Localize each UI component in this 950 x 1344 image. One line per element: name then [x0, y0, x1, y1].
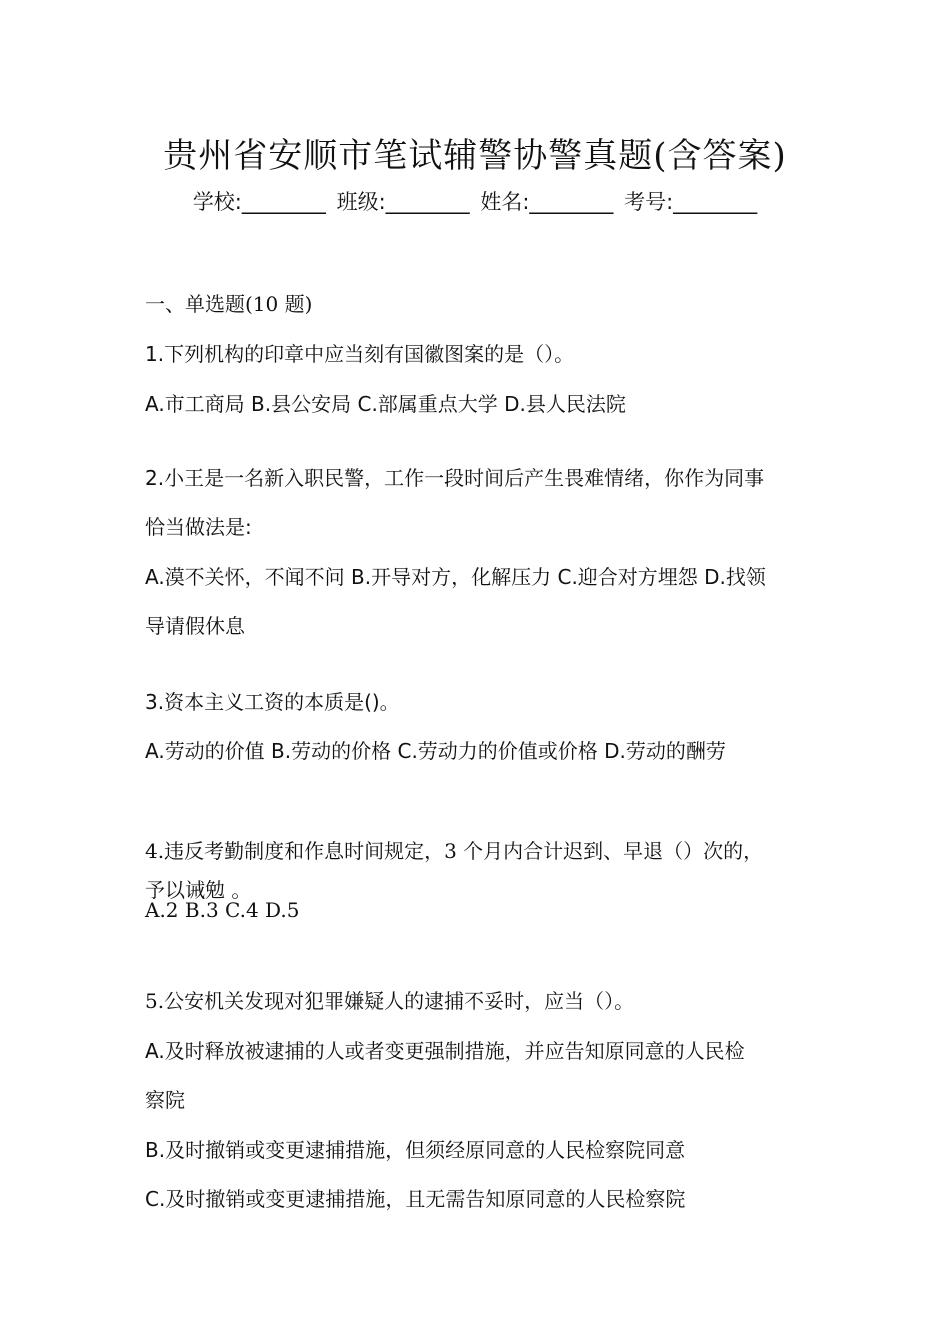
name-field: 姓名:________	[480, 190, 614, 214]
question-4-text: 4.违反考勤制度和作息时间规定，3 个月内合计迟到、早退（）次的，	[145, 839, 764, 863]
question-1-text: 1.下列机构的印章中应当刻有国徽图案的是（）。	[145, 342, 575, 366]
exam-number-field: 考号:________	[624, 190, 758, 214]
question-4-options: A.2 B.3 C.4 D.5	[145, 898, 300, 922]
student-info-line	[0, 186, 950, 216]
question-2-text: 2.小王是一名新入职民警，工作一段时间后产生畏难情绪，你作为同事	[145, 466, 765, 490]
question-1-options: A.市工商局 B.县公安局 C.部属重点大学 D.县人民法院	[145, 392, 626, 416]
document-title: 贵州省安顺市笔试辅警协警真题(含答案)	[163, 136, 787, 176]
school-field: 学校:________	[192, 190, 326, 214]
section-heading: 一、单选题(10 题)	[145, 292, 313, 316]
question-2-text-continued: 恰当做法是:	[145, 515, 252, 539]
question-3-text: 3.资本主义工资的本质是()。	[145, 690, 400, 714]
question-5-option-b: B.及时撤销或变更逮捕措施，但须经原同意的人民检察院同意	[145, 1138, 686, 1162]
question-4-text-continued: 予以诫勉 。	[145, 878, 252, 902]
question-2-options-continued: 导请假休息	[145, 614, 245, 638]
question-5-option-c: C.及时撤销或变更逮捕措施，且无需告知原同意的人民检察院	[145, 1187, 686, 1211]
class-field: 班级:________	[336, 190, 470, 214]
question-5-text: 5.公安机关发现对犯罪嫌疑人的逮捕不妥时，应当（）。	[145, 989, 635, 1013]
question-3-options: A.劳动的价值 B.劳动的价格 C.劳动力的价值或价格 D.劳动的酬劳	[145, 739, 726, 763]
question-5-option-a: A.及时释放被逮捕的人或者变更强制措施，并应告知原同意的人民检	[145, 1039, 745, 1063]
question-5-option-a-continued: 察院	[145, 1088, 185, 1112]
question-2-options: A.漠不关怀，不闻不问 B.开导对方，化解压力 C.迎合对方埋怨 D.找领	[145, 565, 766, 589]
